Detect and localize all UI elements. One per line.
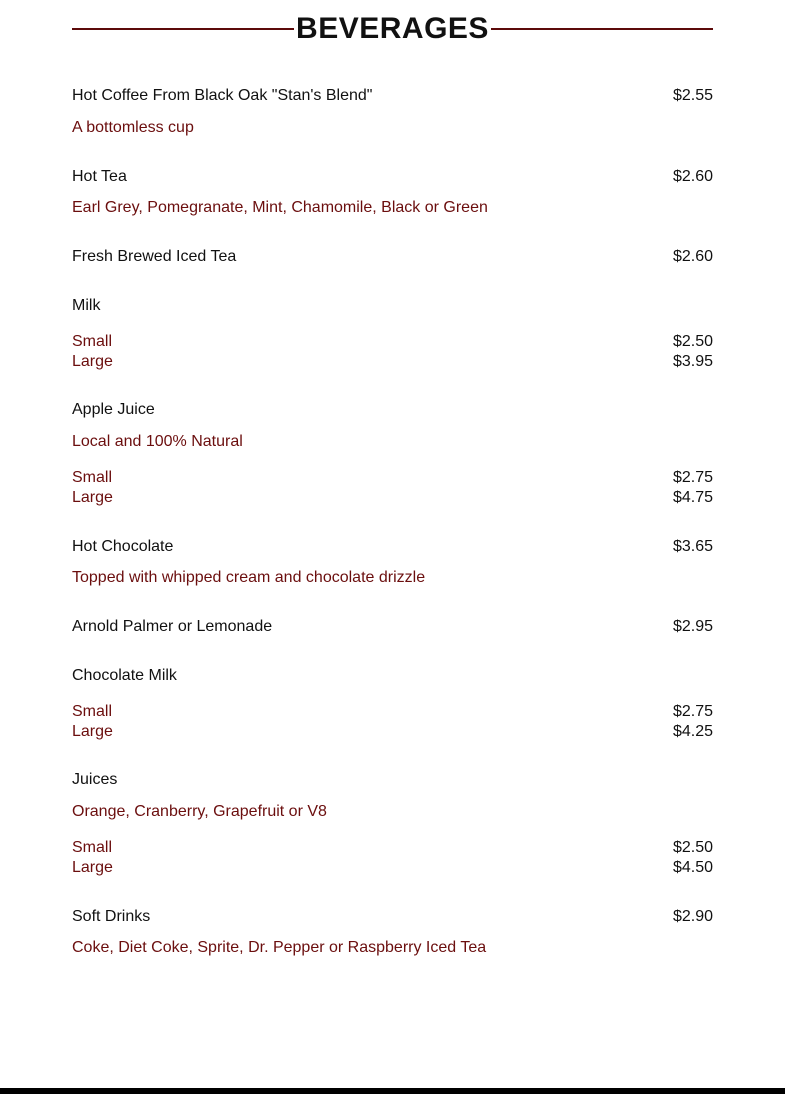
item-name: Hot Coffee From Black Oak "Stan's Blend" [72,87,373,104]
item-description: Earl Grey, Pomegranate, Mint, Chamomile, Black or Green [72,199,488,216]
item-description: Local and 100% Natural [72,433,243,450]
size-option-large [72,352,713,372]
section-header [72,0,713,60]
item-name: Chocolate Milk [72,667,177,684]
item-price: $2.95 [672,618,713,635]
item-name: Fresh Brewed Iced Tea [72,248,237,265]
size-label: Large [72,353,113,370]
size-option-large [72,858,713,878]
item-price: $2.55 [672,87,713,104]
menu-item-juices [72,770,713,790]
size-label: Small [72,469,113,486]
menu-item-iced-tea [72,247,713,267]
header-rule-right [491,28,713,30]
size-label: Small [72,333,113,350]
item-name: Milk [72,297,101,314]
size-option-small [72,468,713,488]
size-option-small [72,702,713,722]
size-price: $3.95 [672,353,713,370]
menu-item-hot-coffee [72,86,713,106]
size-label: Small [72,839,113,856]
item-price: $2.60 [672,248,713,265]
item-price: $2.60 [672,168,713,185]
item-price: $3.65 [672,538,713,555]
size-price: $4.25 [672,723,713,740]
bottom-bar [0,1088,785,1094]
item-name: Arnold Palmer or Lemonade [72,618,273,635]
menu-item-hot-tea [72,167,713,187]
menu-item-arnold-palmer [72,617,713,637]
size-label: Large [72,859,113,876]
section-title: BEVERAGES [296,12,489,45]
menu-item-hot-chocolate [72,537,713,557]
menu-item-chocolate-milk [72,666,713,686]
size-option-small [72,838,713,858]
size-price: $2.50 [672,333,713,350]
size-price: $2.75 [672,469,713,486]
size-label: Large [72,489,113,506]
size-price: $2.75 [672,703,713,720]
size-price: $2.50 [672,839,713,856]
size-label: Large [72,723,113,740]
item-name: Hot Tea [72,168,127,185]
size-price: $4.75 [672,489,713,506]
item-description: Coke, Diet Coke, Sprite, Dr. Pepper or Raspberry Iced Tea [72,939,487,956]
menu-item-soft-drinks [72,907,713,927]
size-label: Small [72,703,113,720]
item-description: A bottomless cup [72,119,194,136]
item-name: Hot Chocolate [72,538,174,555]
item-description: Orange, Cranberry, Grapefruit or V8 [72,803,327,820]
item-name: Apple Juice [72,401,155,418]
menu-item-milk [72,296,713,316]
header-rule-left [72,28,294,30]
item-name: Soft Drinks [72,908,151,925]
size-price: $4.50 [672,859,713,876]
menu-item-apple-juice [72,400,713,420]
size-option-large [72,722,713,742]
item-price: $2.90 [672,908,713,925]
item-name: Juices [72,771,118,788]
size-option-small [72,332,713,352]
size-option-large [72,488,713,508]
item-description: Topped with whipped cream and chocolate drizzle [72,569,426,586]
